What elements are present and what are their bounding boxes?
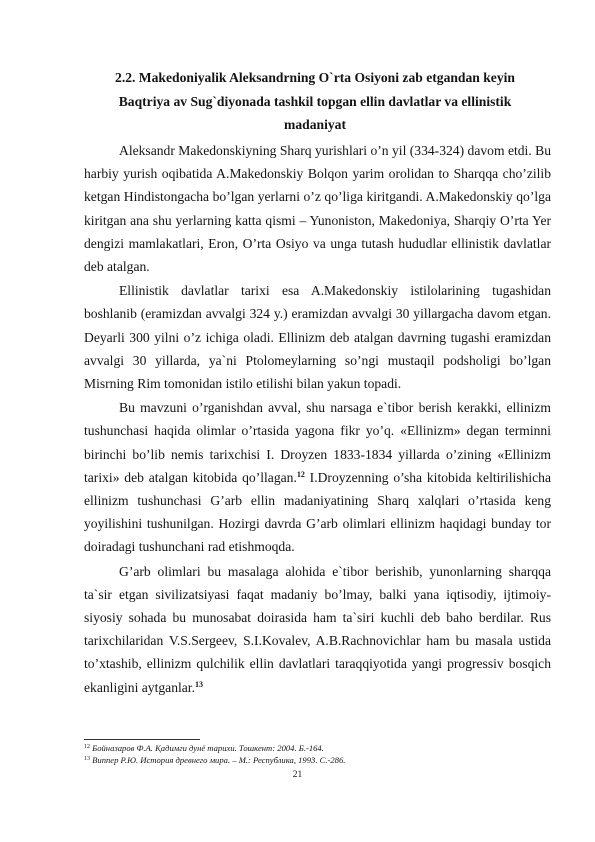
footnote-13-mark: 13 [84, 756, 90, 762]
heading-line-2: Baqtriya av Sug`diyonada tashkil topgan ellin davlatlar va ellinistik [118, 93, 512, 109]
body-text [84, 139, 551, 699]
footnote-ref-12[interactable]: 12 [296, 469, 305, 479]
section-heading [80, 66, 550, 137]
paragraph-4 [84, 560, 551, 699]
heading-line-1: 2.2. Makedoniyalik Aleksandrning O`rta Osiyoni zab etgandan keyin [115, 70, 515, 85]
paragraph-2: Ellinistik davlatlar tarixi esa A.Makedonskiy istilolarining tugashidan boshlanib (eramizdan avvalgi 324 y.) eramizdan avvalgi 30 yillargacha davom etgan. Deyarli 300 yilni o’z ichiga oladi. Ellinizm deb atalgan davrning tugashi eramizdan avvalgi 30 yillarda, ya`ni Ptolomeylarning so’ngi mustaqil podsholigi bo’lgan Misrning Rim tomonidan istilo etilishi bilan yakun topadi. [84, 283, 551, 392]
footnotes [84, 742, 554, 766]
footnote-12-text: Бойназаров Ф.А. Қадимги дунё тарихи. Тошкент: 2004. Б.-164. [90, 743, 324, 753]
footnote-13 [84, 754, 554, 766]
paragraph-3 [84, 396, 551, 558]
paragraph-3-text-a: Bu mavzuni o’rganishdan avval, shu narsaga e`tibor berish kerakki, ellinizm tushunchasi haqida olimlar o’rtasida yagona fikr yo’q. «Ellinizm» degan terminni birinchi bo’lib nemis tarixchisi I. Droyzen 1833-1834 yillarda o’zining «Ellinizm tarixi» deb atalgan kitobida qo’llagan. [84, 400, 551, 485]
footnote-12 [84, 742, 554, 754]
paragraph-4-text: G’arb olimlari bu masalaga alohida e`tibor berishib, yunonlarning sharqqa ta`sir etgan sivilizatsiyasi faqat madaniy bo’lmay, balki yana iqtisodiy, ijtimoiy-siyosiy sohada bu munosabat doirasida ham ta`siri kuchli deb baho berdilar. Rus tarixchilaridan V.S.Sergeev, S.I.Kovalev, A.B.Rachnovichlar ham bu masala ustida to’xtashib, ellinizm qulchilik ellin davlatlari taraqqiyotida yangi progressiv bosqich ekanligini aytganlar. [84, 563, 551, 695]
heading-line-3: madaniyat [284, 117, 346, 133]
footnote-13-text: Виппер Р.Ю. История древнего мира. – М.: Республика, 1993. С.-286. [90, 755, 346, 765]
paragraph-3-text-b: I.Droyzenning o’sha kitobida keltirilishicha ellinizm tushunchasi G’arb ellin madaniyatining Sharq xalqlari o’rtasida keng yoyilishini tushunilgan. Hozirgi davrda G’arb olimlari ellinizm haqidagi bunday tor doiradagi tushunchani rad etishmoqda. [84, 469, 551, 555]
footnote-divider [84, 739, 200, 740]
paragraph-1: Aleksandr Makedonskiyning Sharq yurishlari o’n yil (334-324) davom etdi. Bu harbiy yurish oqibatida A.Makedonskiy Bolqon yarim orolidan to Sharqqa cho’zilib ketgan Hindistongacha bo’lgan yerlarni o’z qo’liga kiritgandi. A.Makedonskiy qo’lga kiritgan ana shu yerlarning katta qismi – Yunoniston, Makedoniya, Sharqiy O’rta Yer dengizi mamlakatlari, Eron, O’rta Osiyo va unga tutash hududlar ellinistik davlatlar deb atalgan. [84, 143, 551, 275]
page-number: 21 [292, 770, 303, 780]
footnote-12-mark: 12 [84, 744, 90, 750]
footnote-ref-13[interactable]: 13 [194, 679, 203, 689]
